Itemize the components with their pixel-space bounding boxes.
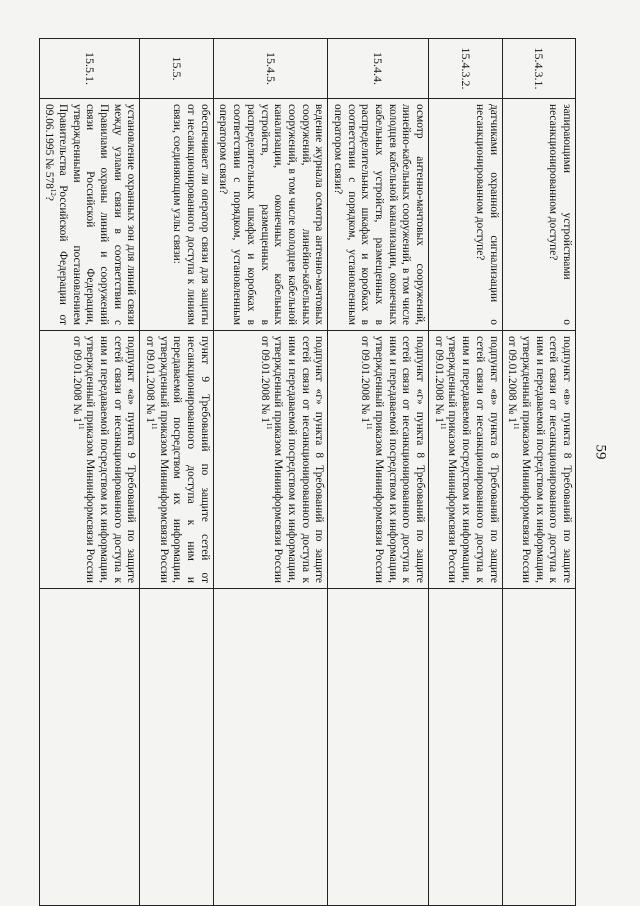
footnote-mark: 11 [149,422,158,430]
requirements-table-container [43,38,576,906]
empty-cell [39,589,140,906]
legal-reference-cell [140,331,213,589]
footnote-mark: 11 [76,422,85,430]
table-row [429,39,502,906]
legal-reference-text: пункт 9 Требований по защите сетей от несанкционированного доступа к ним и передаваемой посредством их информации, утвержденный приказом Мининформсвязи России от 09.01.2008 № 1 [144,336,211,583]
legal-reference-cell [502,331,575,589]
table-row [140,39,213,906]
item-number: 15.4.5. [213,39,328,99]
footnote-mark: 11 [438,422,447,430]
question-cell: обеспечивает ли оператор связи для защиты от несанкционированного доступа к линиям связи, соединяющим узлы связи: [140,99,213,331]
legal-reference-cell [39,331,140,589]
item-number: 15.5. [140,39,213,99]
footnote-mark: 11 [365,422,374,430]
legal-reference-text: подпункт «г» пункта 8 Требований по защите сетей связи от несанкционированного доступа к ним и передаваемой посредством их информации, утвержденный приказом Мининформсвязи России от 09.01.2008 № 1 [258,336,326,583]
empty-cell [213,589,328,906]
requirements-table [39,38,576,906]
footnote-mark: 11 [512,422,521,430]
item-number: 15.4.3.2. [429,39,502,99]
table-row [213,39,328,906]
question-cell: запирающими устройствами о несанкционированном доступе? [502,99,575,331]
legal-reference-text: подпункт «а» пункта 9 Требований по защите сетей связи от несанкционированного доступа к ним и передаваемой посредством их информации, утвержденный приказом Мининформсвязи России от 09.01.2008 № 1 [70,336,138,583]
legal-reference-cell [328,331,429,589]
question-end: ? [43,195,56,201]
question-cell [39,99,140,331]
footnote-mark: 11 [264,422,273,430]
table-row [328,39,429,906]
empty-cell [328,589,429,906]
legal-reference-text: подпункт «в» пункта 8 Требований по защите сетей связи от несанкционированного доступа к ним и передаваемой посредством их информации, утвержденный приказом Мининформсвязи России от 09.01.2008 № 1 [432,336,500,583]
legal-reference-cell [213,331,328,589]
empty-cell [429,589,502,906]
footnote-mark: 12 [49,188,58,196]
item-number: 15.4.4. [328,39,429,99]
table-row [39,39,140,906]
legal-reference-cell [429,331,502,589]
item-number: 15.5.1. [39,39,140,99]
question-cell: осмотр антенно-мачтовых сооружений, линейно-кабельных сооружений, в том числе колодцев кабельной канализации, оконечных кабельных устройств, размещенных в распределительных шкафах и коробках в соответствии с порядком, установленным оператором связи? [328,99,429,331]
legal-reference-text: подпункт «г» пункта 8 Требований по защите сетей связи от несанкционированного доступа к ним и передаваемой посредством их информации, утвержденный приказом Мининформсвязи России от 09.01.2008 № 1 [359,336,427,583]
empty-cell [502,589,575,906]
legal-reference-text: подпункт «в» пункта 8 Требований по защите сетей связи от несанкционированного доступа к ним и передаваемой посредством их информации, утвержденный приказом Мининформсвязи России от 09.01.2008 № 1 [506,336,573,583]
item-number: 15.4.3.1. [502,39,575,99]
table-row [502,39,575,906]
empty-cell [140,589,213,906]
page-number: 59 [592,444,609,460]
question-text: установление охранных зон для линий связи между узлами связи в соответствии с Правилами охраны линий и сооружений связи Российской Федерации, утвержденными постановлением Правительства Российской Федерации от 09.06.1995 № 578 [43,104,138,325]
question-cell: датчиками охранной сигнализации о несанкционированном доступе? [429,99,502,331]
question-cell: ведение журнала осмотра антенно-мачтовых сооружений, линейно-кабельных сооружений, в том числе колодцев кабельной канализации, оконечных кабельных устройств, размещенных в распределительных шкафах и коробках в соответствии с порядком, установленным оператором связи? [213,99,328,331]
